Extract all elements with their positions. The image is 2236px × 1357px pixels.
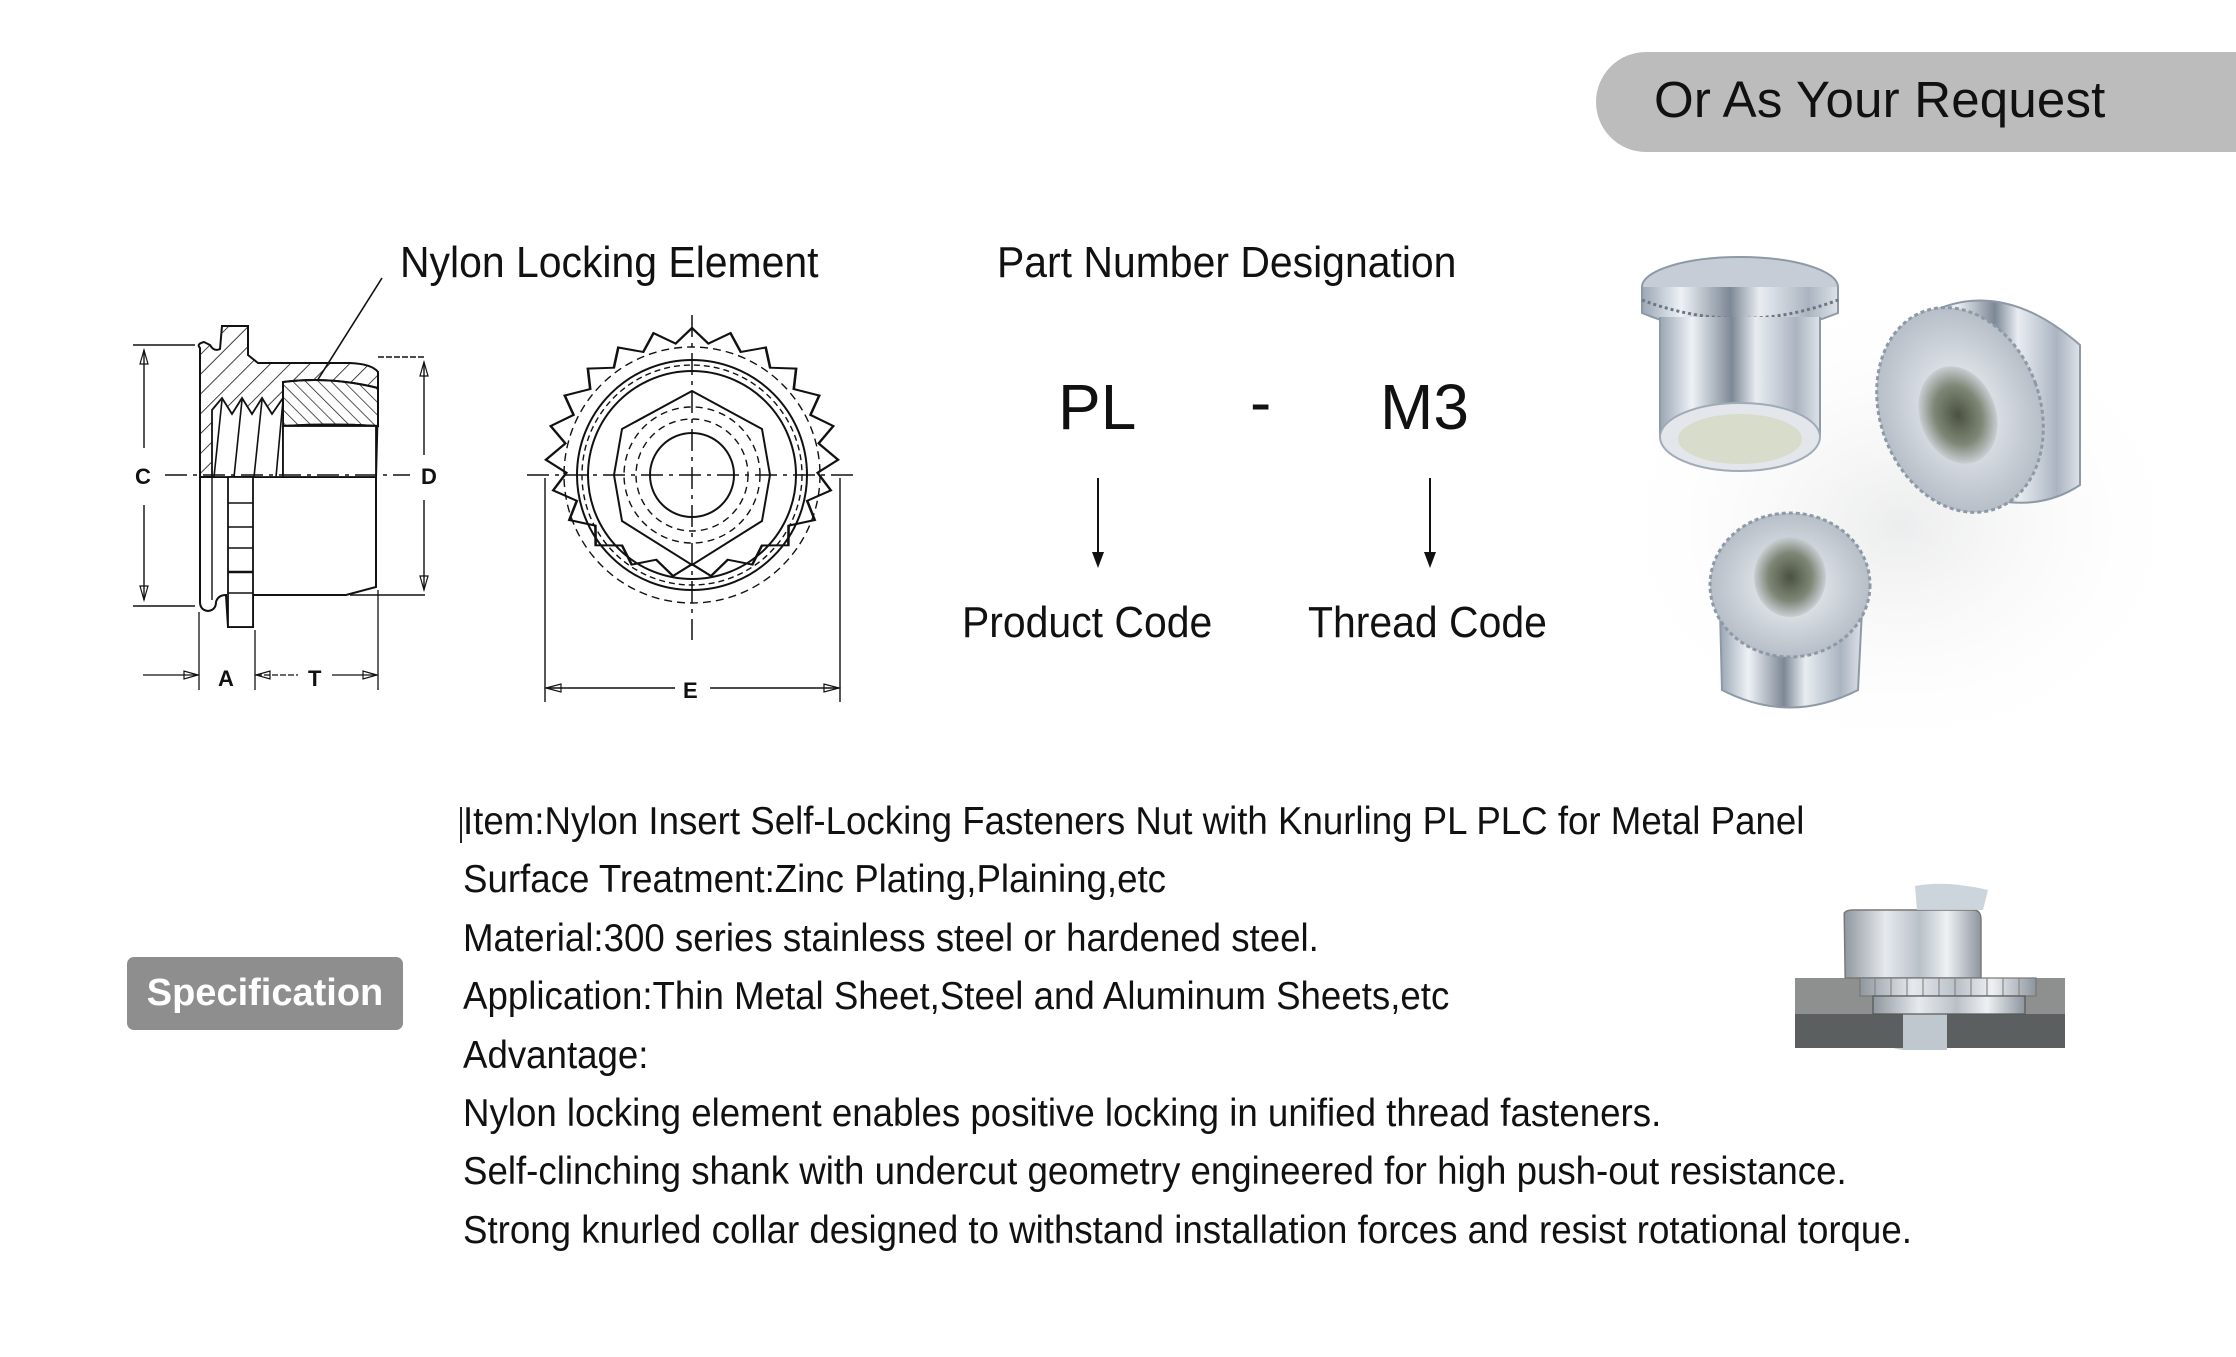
arrow-down-icon (1088, 478, 1108, 570)
dimension-e-label: E (683, 678, 698, 703)
spec-advantage-item: Self-clinching shank with undercut geometry engineered for high push-out resistance. (463, 1150, 1847, 1194)
spec-item-line: Item:Nylon Insert Self-Locking Fasteners Nut with Knurling PL PLC for Metal Panel (463, 800, 1805, 843)
or-as-your-request-badge (1596, 52, 2236, 152)
spec-advantage-item: Nylon locking element enables positive locking in unified thread fasteners. (463, 1091, 1662, 1135)
specification-button-label: Specification (146, 972, 384, 1014)
front-view-drawing (530, 310, 870, 710)
request-badge-label: Or As Your Request (1654, 71, 2106, 128)
spec-advantage-heading: Advantage: (463, 1033, 649, 1077)
dimension-c-label: C (135, 464, 151, 489)
installed-in-panel-illustration (1745, 870, 2065, 1080)
part-number-separator: - (1250, 366, 1272, 438)
thread-code-label: Thread Code (1308, 598, 1547, 647)
dimension-a-label: A (218, 666, 234, 691)
specification-button[interactable] (127, 957, 403, 1030)
product-code-label: Product Code (962, 598, 1213, 647)
spec-surface-treatment-line: Surface Treatment:Zinc Plating,Plaining,etc (463, 858, 1167, 902)
nylon-locking-element-label: Nylon Locking Element (400, 238, 819, 287)
spec-application-line: Application:Thin Metal Sheet,Steel and Aluminum Sheets,etc (463, 975, 1450, 1019)
arrow-down-icon (1420, 478, 1440, 570)
part-number-designation-title: Part Number Designation (997, 238, 1457, 287)
text-cursor (460, 807, 462, 843)
spec-material-line: Material:300 series stainless steel or hardened steel. (463, 916, 1319, 960)
spec-advantage-item: Strong knurled collar designed to withstand installation forces and resist rotational torque. (463, 1208, 1912, 1252)
side-section-drawing (120, 260, 437, 720)
dimension-t-label: T (308, 666, 322, 691)
dimension-d-label: D (421, 464, 437, 489)
product-photo (1600, 225, 2207, 765)
product-code-value: PL (1058, 371, 1137, 443)
thread-code-value: M3 (1380, 371, 1469, 443)
